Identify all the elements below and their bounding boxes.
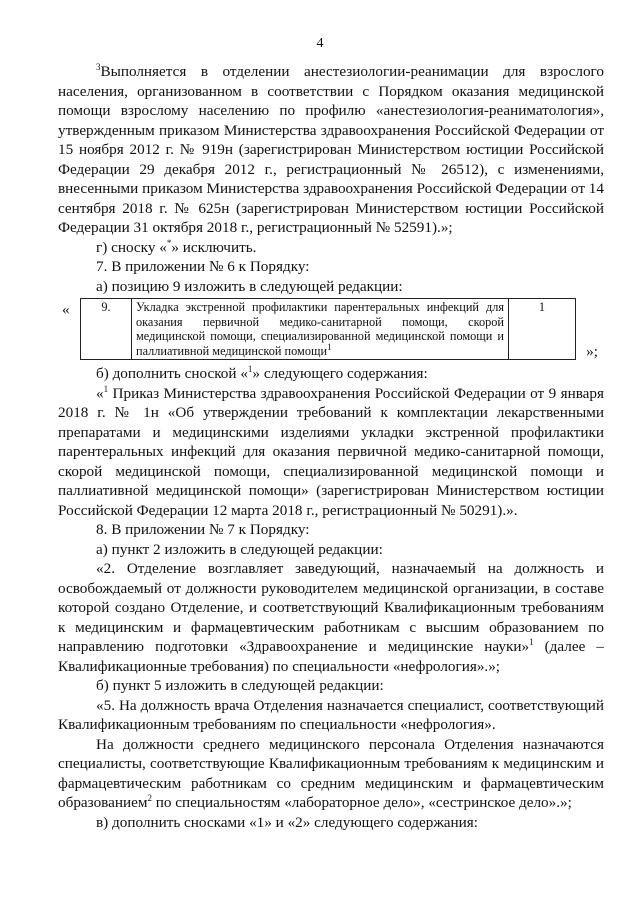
item-7b-after: » следующего содержания: bbox=[252, 365, 428, 382]
row-text-body: Укладка экстренной профилактики парентеральных инфекций для оказания первичной медико-санитарной помощи, скорой медицинской помощи, специализированной медицинской помощи и паллиативной медицинской помощи bbox=[136, 300, 504, 358]
row-number: 9. bbox=[81, 299, 132, 360]
item-7: 7. В приложении № 6 к Порядку: bbox=[96, 258, 310, 275]
point-2-before: «2. Отделение возглавляет заведующий, назначаемый на должность и освобождаемый от должности руководителем медицинской организации, в составе которой создано Отделение, и соответствующий Квалификационным требованиям к медицинским и фармацевтическим работникам с высшим образованием по направлению подготовки «Здравоохранение и медицинские науки» bbox=[58, 560, 604, 655]
table-row bbox=[81, 299, 576, 360]
asterisk-mark: * bbox=[166, 237, 172, 248]
footnote-1-body: Приказ Министерства здравоохранения Российской Федерации от 9 января 2018 г. № 1н «Об утверждении требований к комплектации лекарственными препаратами и медицинскими изделиями укладки экстренной профилактики парентеральных инфекций для оказания первичной медико-санитарной помощи, скорой медицинской помощи, специализированной медицинской помощи и паллиативной медицинской помощи» (зарегистрирован Министерством юстиции Российской Федерации 12 марта 2018 г., регистрационный № 50291).». bbox=[58, 384, 604, 519]
nurses-paragraph bbox=[58, 735, 604, 813]
item-7b-before: б) дополнить сноской « bbox=[96, 365, 248, 382]
footnote-3-paragraph bbox=[58, 62, 604, 238]
document-body bbox=[58, 62, 604, 832]
footnote-3-text: Выполняется в отделении анестезиологии-реанимации для взрослого населения, организованном в соответствии с Порядком оказания медицинской помощи взрослому населению по профилю «анестезиология-реаниматология», утвержденным приказом Министерства здравоохранения Российской Федерации от 15 ноября 2012 г. № 919н (зарегистрирован Министерством юстиции Российской Федерации 29 декабря 2012 г., регистрационный № 26512), с изменениями, внесенными приказом Министерства здравоохранения Российской Федерации от 14 сентября 2018 г. № 625н (зарегистрирован Министерством юстиции Российской Федерации 31 октября 2018 г., регистрационный № 52591).»; bbox=[58, 63, 604, 236]
item-g bbox=[58, 238, 604, 258]
nurses-mark: 2 bbox=[147, 792, 152, 803]
point-2-mark: 1 bbox=[529, 636, 534, 647]
item-7a: а) позицию 9 изложить в следующей редакции: bbox=[96, 277, 403, 295]
item-7b bbox=[58, 364, 604, 384]
item-8v: в) дополнить сносками «1» и «2» следующего содержания: bbox=[96, 813, 479, 831]
open-quote: « bbox=[62, 301, 70, 318]
footnote-1-mark: 1 bbox=[103, 383, 109, 394]
row-footnote-mark: 1 bbox=[327, 341, 332, 352]
item-8a: а) пункт 2 изложить в следующей редакции: bbox=[96, 540, 383, 558]
footnote-1-open: « bbox=[96, 384, 104, 402]
item-g-before: г) сноску « bbox=[96, 238, 167, 256]
close-quote: »; bbox=[586, 343, 598, 360]
item-8: 8. В приложении № 7 к Порядку: bbox=[96, 521, 310, 538]
inserted-table-block bbox=[58, 298, 604, 360]
point-5: «5. На должность врача Отделения назначается специалист, соответствующий Квалификационным требованиям по специальности «нефрология». bbox=[58, 696, 604, 733]
item-7b-mark: 1 bbox=[247, 363, 253, 374]
item-8b: б) пункт 5 изложить в следующей редакции: bbox=[96, 677, 384, 694]
item-g-after: » исключить. bbox=[171, 238, 257, 256]
point-2 bbox=[58, 559, 604, 676]
footnote-mark: 3 bbox=[96, 61, 101, 72]
point-2-after: (далее – Квалификационные требования) по специальности «нефрология».»; bbox=[58, 638, 604, 675]
row-text bbox=[132, 299, 509, 360]
page-number: 4 bbox=[316, 36, 324, 51]
nurses-after: по специальностям «лабораторное дело», «сестринское дело».»; bbox=[151, 794, 572, 811]
position-9-table bbox=[80, 298, 576, 360]
footnote-1-text bbox=[58, 384, 604, 521]
row-quantity: 1 bbox=[509, 299, 576, 360]
nurses-before: На должности среднего медицинского персонала Отделения назначаются специалисты, соответствующие Квалификационным требованиям к медицинским и фармацевтическим работникам со средним медицинским и фармацевтическим образованием bbox=[58, 735, 604, 811]
